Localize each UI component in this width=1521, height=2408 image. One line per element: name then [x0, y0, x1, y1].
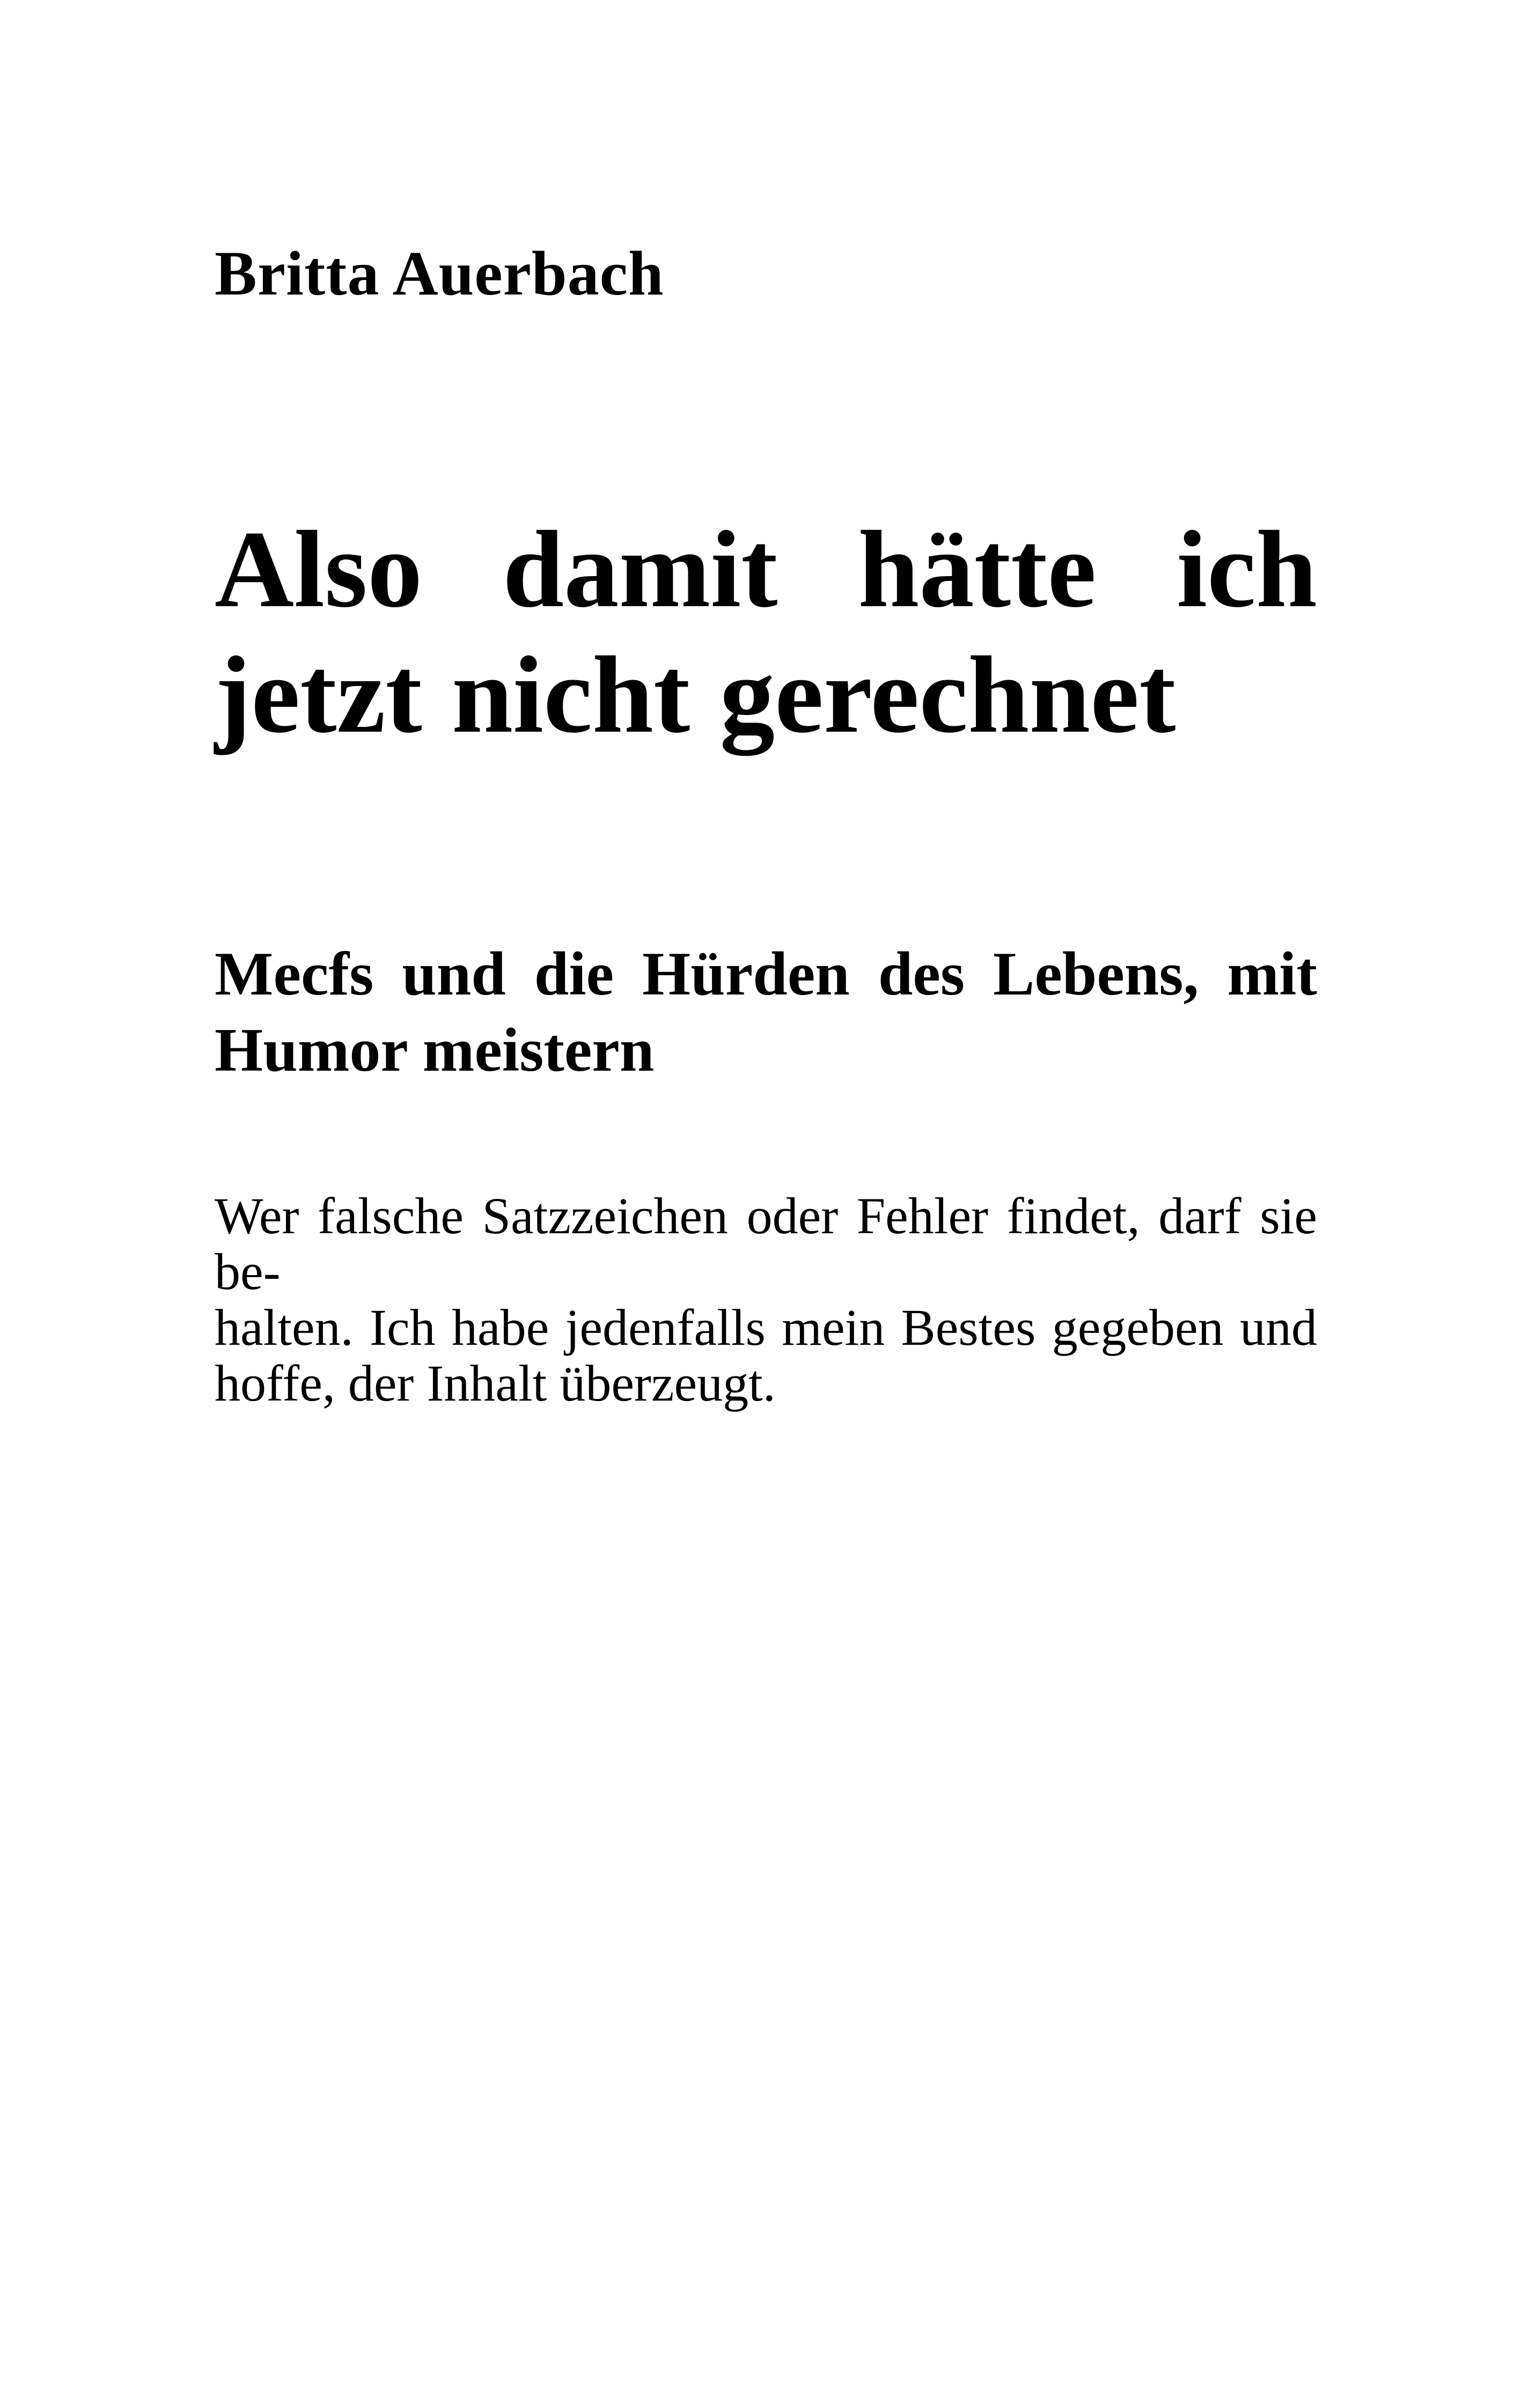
book-subtitle	[215, 936, 1317, 1088]
author-note-line-2: halten. Ich habe jedenfalls mein Bestes gegeben und	[215, 1299, 1317, 1356]
book-subtitle-line-1: Mecfs und die Hürden des Lebens, mit	[215, 940, 1317, 1008]
author-note-line-3: hoffe, der Inhalt überzeugt.	[215, 1354, 776, 1412]
book-subtitle-line-2: Humor meistern	[215, 1016, 655, 1085]
book-title-line-2: jetzt nicht gerechnet	[215, 634, 1176, 756]
author-note	[215, 1188, 1317, 1411]
book-title-line-1: Also damit hätte ich	[215, 509, 1317, 630]
author-name: Britta Auerbach	[215, 238, 664, 308]
book-title	[215, 507, 1317, 758]
author-note-line-1: Wer falsche Satzzeichen oder Fehler findet, darf sie be-	[215, 1187, 1317, 1300]
